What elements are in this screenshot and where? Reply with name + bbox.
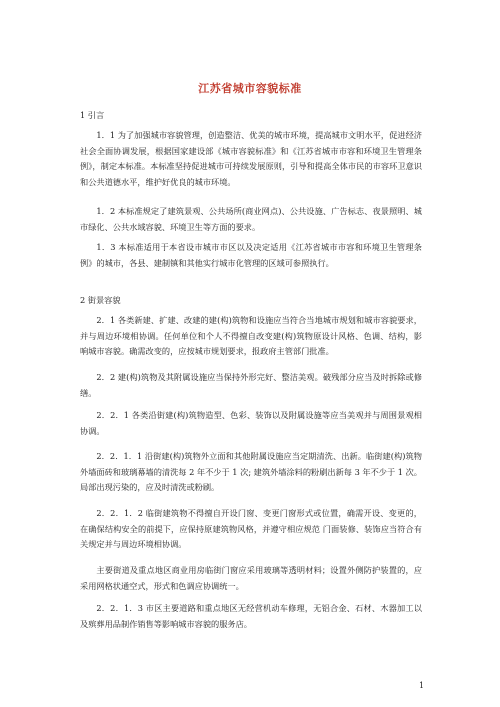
paragraph-2-1: 2．1 各类新建、扩建、改建的建(构)筑物和设施应当符合当地城市规划和城市容貌要求，并与周边环境相协调。任何单位和个人不得擅自改变建(构)筑物原设计风格、色调、结构，影响城市容貌。确需改变的，应按城市规划要求，报政府主管部门批准。	[80, 315, 422, 356]
paragraph-1-1: 1．1 为了加强城市容貌管理，创造整洁、优美的城市环境，提高城市文明水平，促进经济社会全面协调发展，根据国家建设部《城市容貌标准》和《江苏省城市市容和环境卫生管理条例》，制定本标准。本标准坚持促进城市可持续发展原则，引导和提高全体市民的市容环卫意识和公共道德水平，维护好优良的城市环境。	[80, 130, 422, 187]
paragraph-main-road: 主要街道及重点地区商业用房临街门窗应采用玻璃等透明材料；设置外侧防护装置的，应采用网格状通空式，形式和色调应协调统一。	[80, 565, 422, 591]
section-2-heading: 2 街景容貌	[80, 295, 121, 305]
paragraph-2-2-1: 2．2．1 各类沿街建(构)筑物造型、色彩、装饰以及附属设施等应当美观并与周围景观相协调。	[80, 410, 422, 436]
paragraph-1-2: 1．2 本标准规定了建筑景观、公共场所(商业网点)、公共设施、广告标志、夜景照明、城市绿化、公共水域容貌、环境卫生等方面的要求。	[80, 206, 422, 232]
paragraph-2-2-1-2: 2．2．1．2 临街建筑物不得擅自开设门窗、变更门窗形式或位置，确需开设、变更的，在确保结构安全的前提下，应保持原建筑物风格，并遵守相应规范 门面装修、装饰应当符合有关规定并与周边环境相协调。	[80, 508, 422, 549]
paragraph-2-2-1-1: 2．2．1．1 沿街建(构)筑物外立面和其他附属设施应当定期清洗、出新。临街建(构)筑物外墙面砖和玻璃幕墙的清洗每 2 年不少于 1 次; 建筑外墙涂料的粉刷出新每 3 年不少于 1 次。局部出现污染的，应及时清洗或粉刷。	[80, 451, 422, 492]
paragraph-2-2: 2．2 建(构)筑物及其附属设施应当保持外形完好、整洁美观。破残部分应当及时拆除或修缮。	[80, 372, 422, 398]
document-title: 江苏省城市容貌标准	[198, 82, 302, 95]
page-number: 1	[419, 681, 425, 690]
paragraph-2-2-1-3: 2．2．1．3 市区主要道路和重点地区无经营机动车修理，无铝合金、石材、木器加工以及殡葬用品制作销售等影响城市容貌的服务店。	[80, 603, 422, 629]
section-1-heading: 1 引言	[80, 110, 105, 120]
paragraph-1-3: 1．3 本标准适用于本省设市城市市区以及决定适用《江苏省城市市容和环境卫生管理条例》的城市，各县、建制镇和其他实行城市化管理的区域可参照执行。	[80, 242, 422, 268]
